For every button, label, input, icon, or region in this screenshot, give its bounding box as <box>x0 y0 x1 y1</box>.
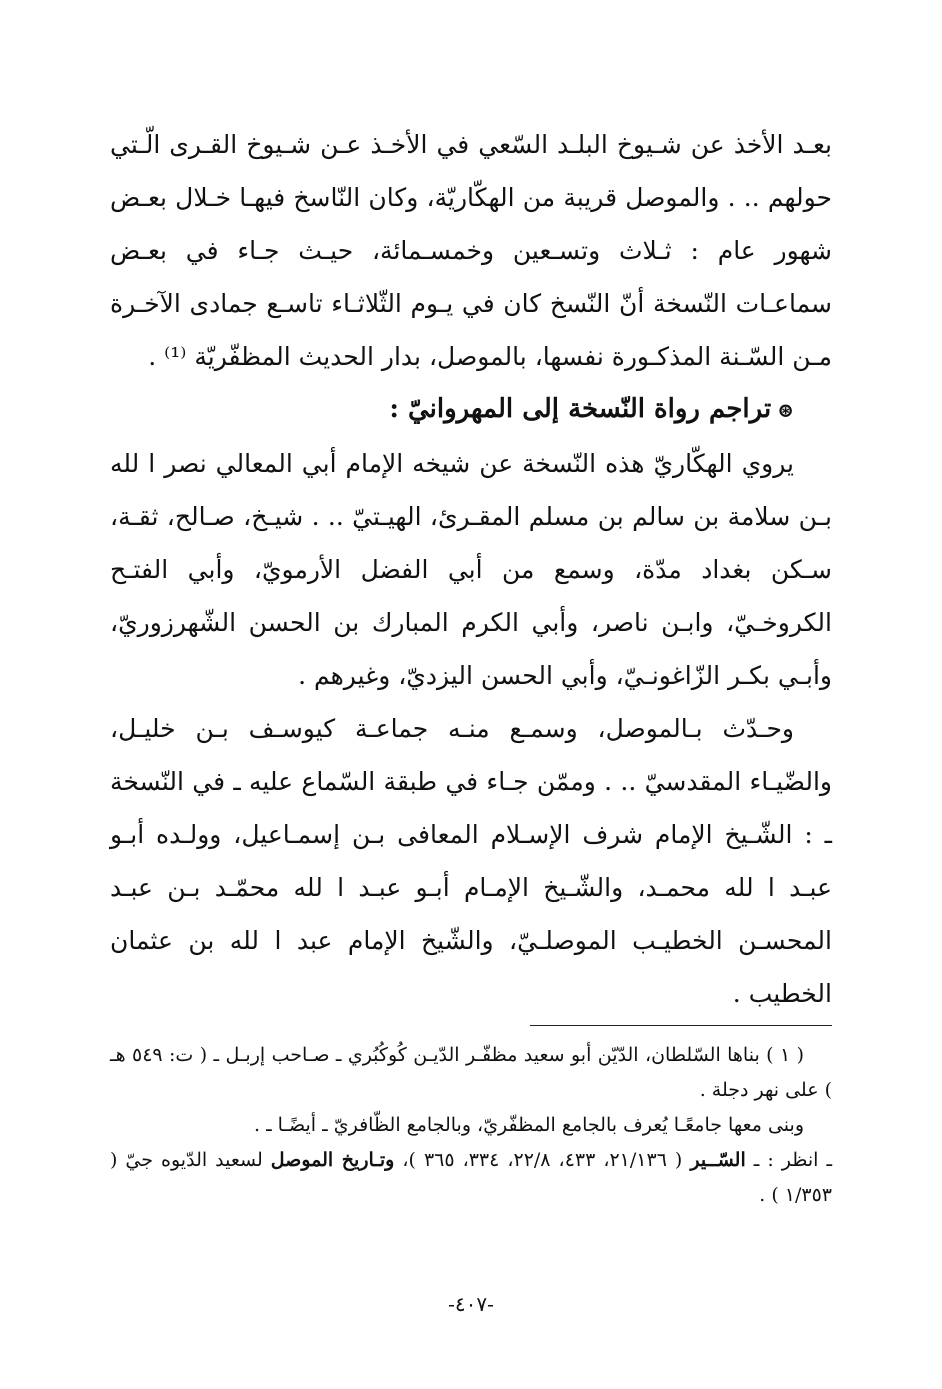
paragraph-2: يروي الهكّاريّ هذه النّسخة عن شيخه الإمام أبي المعالي نصر ا لله بـن سلامة بن سالم بن مسلم المقـرئ، الهيـتيّ .. . شيـخ، صـالح، ثقـة، سـكن بغداد مدّة، وسمع من أبي الفضل الأرمويّ، وأبي الفتـح الكروخـيّ، وابـن ناصر، وأبي الكرم المبارك بن الحسن الشّهرزوريّ، وأبـي بكـر الزّاغونـيّ، وأبي الحسن اليزديّ، وغيرهم . <box>110 449 832 690</box>
footnote-2: وبنى معها جامعًـا يُعرف بالجامع المظفّريّ، وبالجامع الظّافريّ ـ أيضًـا ـ . <box>253 1114 804 1136</box>
footnote-3 <box>110 1143 832 1213</box>
footnote-3-source-1: السّــير <box>690 1149 746 1171</box>
paragraph-1: بعـد الأخذ عن شـيوخ البلـد السّعي في الأخـذ عـن شـيوخ القـرى الّـتي حولهم .. . والموصل قريبة من الهكّاريّة، وكان النّاسخ فيهـا خـلال بعـض شهور عام : ثـلاث وتسـعين وخمسـمائة، حيـث جـاء في بعـض سماعـات النّسخة أنّ النّسخ كان في يـوم الثّلاثـاء تاسـع جمادى الآخـرة مـن السّـنة المذكـورة نفسها، بالموصل، بدار الحديث المظفّريّة ⁽¹⁾ . <box>110 130 832 371</box>
footnote-1: ( ١ ) بناها السّلطان، الدّيّن أبو سعيد مظفّـر الدّيـن كُوكُبُري ـ صـاحب إربـل ـ ( ت: ٥٤٩ هـ ) على نهر دجلة . <box>110 1044 832 1101</box>
paragraph-3: وحـدّث بـالموصل، وسمـع منـه جماعـة كيوسـف بـن خليـل، والضّيـاء المقدسيّ .. . وممّن جـاء في طبقة السّماع عليه ـ في النّسخة ـ : الشّـيخ الإمام شرف الإسـلام المعافى بـن إسمـاعيل، وولـده أبـو عبـد ا لله محمـد، والشّـيخ الإمـام أبـو عبـد ا لله محمّـد بـن عبـد المحسـن الخطيـب الموصلـيّ، والشّيخ الإمام عبد ا لله بن عثمان الخطيب . <box>110 714 832 1008</box>
bullet-icon: ⊛ <box>777 398 794 422</box>
section-heading <box>110 383 832 437</box>
footnote-3-prefix: ـ انظر : ـ <box>745 1149 833 1171</box>
footnote-3-suffix: لسعيد الدّيوه جيّ ( ١/٣٥٣ ) . <box>110 1149 832 1206</box>
heading-text: تراجم رواة النّسخة إلى المهروانيّ : <box>389 394 772 424</box>
footnote-3-source-2: وتـاريخ الموصل <box>270 1149 395 1171</box>
footnotes <box>110 1038 832 1213</box>
page-number: -٤٠٧- <box>448 1292 494 1316</box>
footnote-3-refs: ( ٢١/١٣٦، ٤٣٣، ٢٢/٨، ٣٣٤، ٣٦٥ )، <box>394 1149 691 1171</box>
footnote-divider <box>530 1025 832 1026</box>
main-text <box>110 118 832 1020</box>
